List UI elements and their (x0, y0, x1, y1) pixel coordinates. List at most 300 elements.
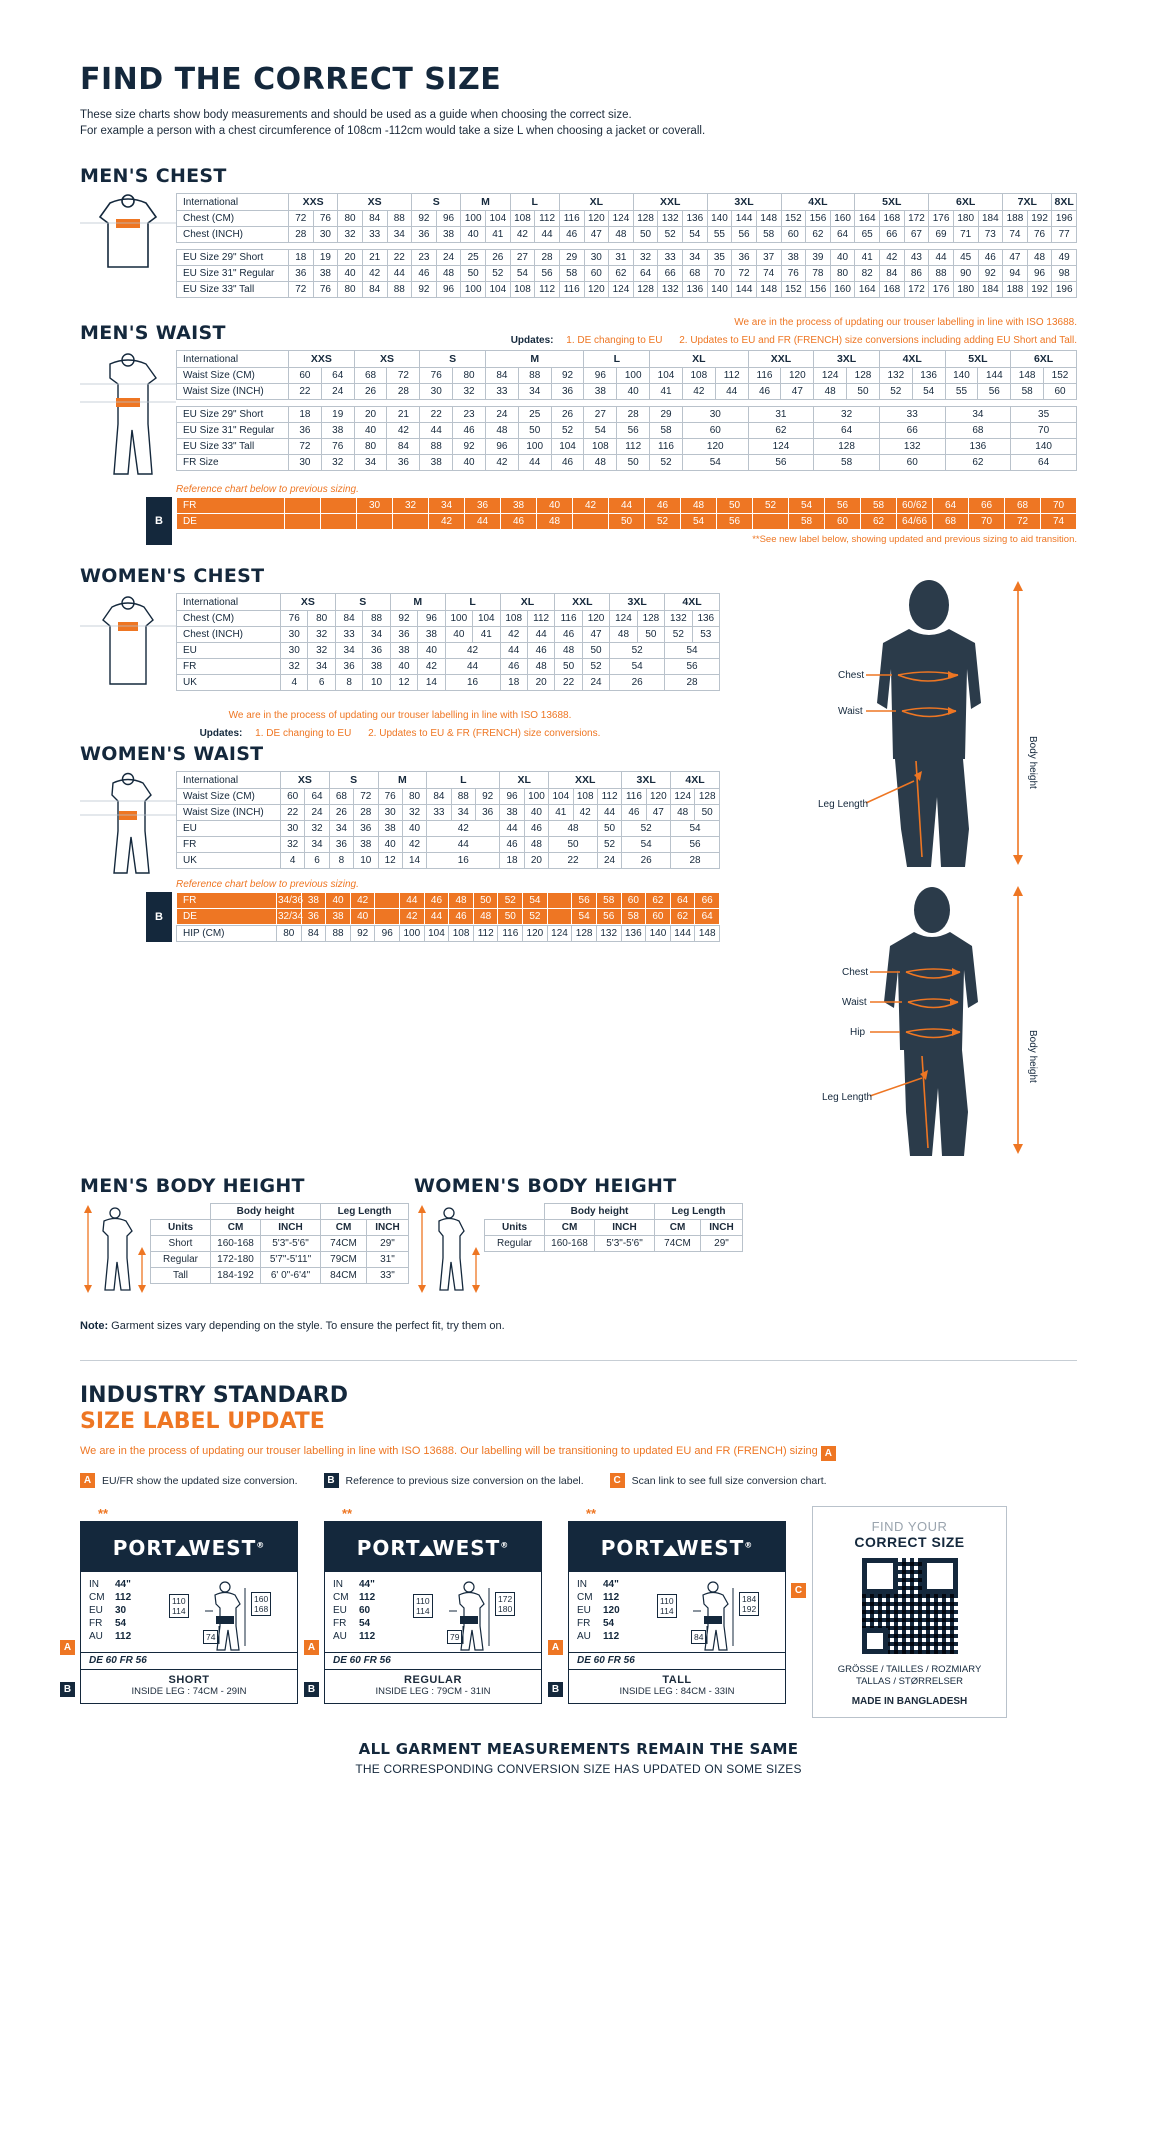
label-previous-sizing (569, 1652, 785, 1669)
cell: 24 (305, 805, 329, 821)
cell: 104 (551, 439, 584, 455)
cell: 160 (830, 282, 855, 298)
cell: 36 (465, 498, 501, 514)
badge-a: A (304, 1640, 319, 1655)
cell: 33" (367, 1268, 409, 1284)
cell: 40 (617, 384, 650, 400)
cell: 124 (609, 211, 634, 227)
cell: 24 (597, 853, 621, 869)
row-label: EU Size 33" Tall (177, 439, 289, 455)
row-label: Regular (485, 1236, 545, 1252)
body-height-section (80, 1175, 1077, 1298)
qr-title-1: FIND YOUR (871, 1519, 948, 1534)
cell: 160-168 (545, 1236, 595, 1252)
womens-waist-ref-note: Reference chart below to previous sizing. (176, 879, 359, 890)
cell: 96 (436, 211, 461, 227)
legend-item-a (80, 1473, 298, 1488)
cell: 66 (880, 227, 905, 243)
table-row (177, 211, 1077, 227)
mens-waist-section (80, 350, 1077, 480)
female-waist-icon (80, 771, 176, 875)
cell: 74 (1041, 514, 1077, 530)
cell: 140 (707, 282, 732, 298)
cell: 46 (645, 498, 681, 514)
cell: 28 (617, 407, 650, 423)
cell: 44 (929, 250, 954, 266)
box-leg-cm: 79 (447, 1630, 462, 1644)
cell: 38 (321, 423, 354, 439)
cell: 28 (354, 805, 378, 821)
code-value: 112 (115, 1631, 132, 1642)
cell: 40 (354, 423, 387, 439)
cell: 22 (420, 407, 453, 423)
cell: 148 (695, 926, 720, 942)
table-header-row (151, 1220, 409, 1236)
box-chest-cm: 110 114 (413, 1594, 433, 1618)
label-card-regular (307, 1506, 542, 1704)
size-codes (577, 1578, 655, 1652)
cell: 31 (609, 250, 634, 266)
cell: 40 (350, 909, 375, 925)
code-key: FR (333, 1618, 347, 1629)
cell: 34/36 (277, 893, 302, 909)
section-divider (80, 1360, 1077, 1361)
col-s: S (412, 194, 461, 211)
cell: 53 (692, 627, 719, 643)
cell: 46 (524, 821, 548, 837)
cell: 24 (321, 384, 354, 400)
cell: 54 (584, 423, 617, 439)
cell: 36 (289, 423, 322, 439)
cell: 36 (390, 627, 417, 643)
cell: 23 (412, 250, 437, 266)
cell: 39 (806, 250, 831, 266)
cell: 31" (367, 1252, 409, 1268)
cell: 18 (289, 407, 322, 423)
cell: 20 (527, 675, 554, 691)
cell: 77 (1052, 227, 1077, 243)
cell: 72 (387, 368, 420, 384)
table-row (177, 627, 720, 643)
box-chest-cm: 110 114 (169, 1594, 189, 1618)
cell: 42 (880, 250, 905, 266)
table-row (177, 407, 1077, 423)
cell: 34 (387, 227, 412, 243)
cell: 152 (1044, 368, 1077, 384)
cell: 22 (289, 384, 322, 400)
col-3xl: 3XL (610, 594, 665, 611)
cell: 78 (806, 266, 831, 282)
cell: 84 (387, 439, 420, 455)
table-row (177, 227, 1077, 243)
cell: 52 (622, 821, 671, 837)
female-model-figure (746, 880, 1077, 1165)
cell: 38 (501, 498, 537, 514)
cell: 32 (338, 227, 363, 243)
code-value: 60 (359, 1605, 371, 1616)
mens-body-height-table (150, 1203, 409, 1284)
cell: 70 (969, 514, 1005, 530)
cell: 100 (524, 789, 548, 805)
brand-logo: PORT WEST® (600, 1536, 754, 1560)
cell: 112 (535, 282, 560, 298)
cell: 88 (451, 789, 475, 805)
table-row (177, 643, 720, 659)
mens-height-figure (80, 1203, 150, 1298)
cell: 48 (485, 423, 518, 439)
cell: 160-168 (211, 1236, 261, 1252)
cell: 58 (596, 893, 621, 909)
cell: 60 (621, 893, 646, 909)
cell: 132 (879, 439, 945, 455)
col-4xl: 4XL (781, 194, 855, 211)
cell: 30 (289, 455, 322, 471)
cell: 116 (559, 211, 584, 227)
row-label: Waist Size (INCH) (177, 805, 281, 821)
cell: 32 (633, 250, 658, 266)
cell: 92 (453, 439, 486, 455)
cell: 84 (485, 368, 518, 384)
cell: 128 (847, 368, 880, 384)
cell: 42 (573, 805, 597, 821)
cell: 64 (321, 368, 354, 384)
cell: 50 (717, 498, 753, 514)
cell: 48 (1027, 250, 1052, 266)
cell: 48 (584, 455, 617, 471)
label-previous-sizing (325, 1652, 541, 1669)
badge-a: A (60, 1640, 75, 1655)
cell: 120 (646, 789, 670, 805)
cell: 20 (524, 853, 548, 869)
cell: 44 (535, 227, 560, 243)
table-row (177, 514, 1077, 530)
womens-waist-previous-sizing (80, 892, 720, 942)
cell: 188 (1003, 211, 1028, 227)
cell: 42 (485, 455, 518, 471)
cell: 60 (879, 455, 945, 471)
box-leg-cm: 74 (203, 1630, 218, 1644)
col-l: L (445, 594, 500, 611)
cell: 80 (354, 439, 387, 455)
cell: 41 (486, 227, 511, 243)
cell: 124 (609, 282, 634, 298)
cell: 48 (549, 821, 598, 837)
cell: 188 (1003, 282, 1028, 298)
cell: 88 (387, 282, 412, 298)
label-card-short (63, 1506, 298, 1704)
cell: 47 (646, 805, 670, 821)
cell: 44 (500, 643, 527, 659)
mens-body-height-block (80, 1175, 400, 1298)
legend-item-c (610, 1473, 827, 1488)
cell: 70 (1041, 498, 1077, 514)
womens-waist-section (80, 771, 720, 875)
code-value: 44" (603, 1579, 619, 1590)
cell (285, 498, 321, 514)
cell: 19 (313, 250, 338, 266)
cell: 84CM (321, 1268, 367, 1284)
cell: 42 (445, 643, 500, 659)
cell: 80 (402, 789, 426, 805)
cell: 196 (1052, 282, 1077, 298)
cell: 92 (350, 926, 375, 942)
cell: 72 (289, 439, 322, 455)
fit-name: TALL (662, 1674, 692, 1686)
label-previous-sizing (81, 1652, 297, 1669)
cell: 5'3"-5'6" (261, 1236, 321, 1252)
cell: 80 (830, 266, 855, 282)
cell: 65 (855, 227, 880, 243)
cell: 100 (617, 368, 650, 384)
cell: 76 (1027, 227, 1052, 243)
cell: 30 (281, 643, 308, 659)
col-m: M (485, 351, 583, 368)
cell: 116 (748, 368, 781, 384)
cell: 132 (658, 282, 683, 298)
male-model-illustration (746, 571, 1076, 871)
badge-c: C (610, 1473, 625, 1488)
cell: 38 (378, 821, 402, 837)
cell: 44 (387, 266, 412, 282)
table-row (177, 439, 1077, 455)
cell: 22 (387, 250, 412, 266)
code-key: AU (333, 1631, 347, 1642)
cell: 34 (518, 384, 551, 400)
note-text: Garment sizes vary depending on the style. To ensure the perfect fit, try them on. (108, 1320, 505, 1332)
cell: 184 (978, 211, 1003, 227)
cell: 72 (354, 789, 378, 805)
cell: 40 (461, 227, 486, 243)
table-header-row (151, 1204, 409, 1220)
cell: 48 (473, 909, 498, 925)
qr-code-icon[interactable] (862, 1558, 958, 1654)
row-label: DE (177, 514, 285, 530)
label-figure (167, 1578, 289, 1652)
cell: 100 (461, 211, 486, 227)
cell: 86 (904, 266, 929, 282)
cell: 180 (953, 211, 978, 227)
group-body-height: Body height (545, 1204, 655, 1220)
table-row (177, 498, 1077, 514)
table-row (177, 266, 1077, 282)
update-1: 1. DE changing to EU (566, 335, 663, 346)
cell: 46 (978, 250, 1003, 266)
model-figures (746, 565, 1077, 1165)
cell: 52 (879, 384, 912, 400)
mens-waist-orange-table (176, 497, 1077, 530)
row-label: Chest (INCH) (177, 227, 289, 243)
code-key: AU (577, 1631, 591, 1642)
table-row (177, 926, 720, 942)
womens-body-height-block (414, 1175, 734, 1298)
brand-header (325, 1522, 541, 1572)
cell: 76 (313, 282, 338, 298)
cell: 28 (289, 227, 314, 243)
cell: 148 (1011, 368, 1044, 384)
cell: 100 (461, 282, 486, 298)
cell: 36 (732, 250, 757, 266)
row-label: Chest (INCH) (177, 627, 281, 643)
female-height-icon (414, 1203, 484, 1293)
mens-waist-heading: MEN'S WAIST (80, 322, 226, 344)
cell: 40 (402, 821, 426, 837)
cell: 40 (338, 266, 363, 282)
cell: 120 (523, 926, 548, 942)
cell: 116 (650, 439, 683, 455)
womens-chest-heading: WOMEN'S CHEST (80, 565, 265, 587)
closing-line-1: ALL GARMENT MEASUREMENTS REMAIN THE SAME (358, 1740, 799, 1758)
legend-text: Scan link to see full size conversion chart. (631, 1474, 827, 1487)
cell: 19 (321, 407, 354, 423)
cell: 42 (362, 266, 387, 282)
cell: 44 (420, 423, 453, 439)
cell: 50 (498, 909, 523, 925)
cell: 136 (692, 611, 719, 627)
cell: 120 (584, 211, 609, 227)
cell: 46 (501, 514, 537, 530)
col-4xl: 4XL (671, 772, 720, 789)
fit-note (80, 1320, 1077, 1332)
cell: 148 (756, 211, 781, 227)
cell: 176 (929, 282, 954, 298)
cell: 104 (486, 282, 511, 298)
cell: 84 (362, 211, 387, 227)
cell: 50 (549, 837, 598, 853)
cell: 44 (400, 893, 425, 909)
cell: 64 (305, 789, 329, 805)
label-stars: ** (98, 1506, 109, 1521)
cell: 64 (933, 498, 969, 514)
cell: 32 (402, 805, 426, 821)
cell: 36 (363, 643, 390, 659)
cell: 42 (500, 627, 527, 643)
cell: 30 (682, 407, 748, 423)
cell: 55 (707, 227, 732, 243)
cell: 38 (420, 455, 453, 471)
cell: 21 (362, 250, 387, 266)
cell: 52 (658, 227, 683, 243)
table-row (177, 384, 1077, 400)
cell: 50 (609, 514, 645, 530)
cell: 72 (289, 211, 314, 227)
cell: 25 (518, 407, 551, 423)
col-l: L (510, 194, 559, 211)
table-row (151, 1268, 409, 1284)
cell: 64 (1011, 455, 1077, 471)
cell: 58 (650, 423, 683, 439)
cell: 8 (329, 853, 353, 869)
cell: 33 (362, 227, 387, 243)
code-key: IN (89, 1579, 99, 1590)
cell: 140 (1011, 439, 1077, 455)
cell: 128 (814, 439, 880, 455)
box-height-cm: 184 192 (739, 1592, 759, 1616)
male-waist-icon (80, 350, 176, 480)
cell: 116 (555, 611, 582, 627)
cell: 29 (650, 407, 683, 423)
cell: 80 (308, 611, 335, 627)
col-xl: XL (500, 594, 555, 611)
code-value: 54 (115, 1618, 127, 1629)
cell: 62 (945, 455, 1011, 471)
mens-waist-previous-sizing (80, 497, 1077, 545)
label-stars: ** (586, 1506, 597, 1521)
cell: 38 (354, 837, 378, 853)
cell: 32 (281, 659, 308, 675)
cell: 10 (363, 675, 390, 691)
col-4xl: 4XL (879, 351, 945, 368)
cell: 76 (313, 211, 338, 227)
cell: 41 (549, 805, 573, 821)
cell: 112 (617, 439, 650, 455)
cell: 132 (596, 926, 621, 942)
code-value: 30 (115, 1605, 127, 1616)
cell: 58 (621, 909, 646, 925)
cell: 46 (555, 627, 582, 643)
badge-b: B (146, 497, 172, 545)
row-label: Waist Size (CM) (177, 789, 281, 805)
cell: 60 (281, 789, 305, 805)
cell: 168 (880, 211, 905, 227)
cell: 29" (701, 1236, 743, 1252)
row-label: FR (177, 659, 281, 675)
box-height-cm: 160 168 (251, 1592, 271, 1616)
cell: 58 (559, 266, 584, 282)
cell: 54 (682, 455, 748, 471)
cell: 104 (473, 611, 500, 627)
cell: 108 (449, 926, 474, 942)
size-codes (333, 1578, 411, 1652)
size-codes (89, 1578, 167, 1652)
cell: 52 (597, 837, 621, 853)
cell: 84 (362, 282, 387, 298)
row-label: UK (177, 853, 281, 869)
cell: 108 (510, 282, 535, 298)
cell: 50 (633, 227, 658, 243)
cell: 62 (670, 909, 695, 925)
cell: 41 (473, 627, 500, 643)
col-6xl: 6XL (929, 194, 1003, 211)
cell: 16 (427, 853, 500, 869)
cell: 68 (1005, 498, 1041, 514)
row-label: FR (177, 498, 285, 514)
cell: 43 (904, 250, 929, 266)
cell: 104 (424, 926, 449, 942)
cell: 46 (622, 805, 646, 821)
box-height-cm: 172 180 (495, 1592, 515, 1616)
cell: 76 (281, 611, 308, 627)
cell: 80 (338, 211, 363, 227)
qr-size-card[interactable] (794, 1506, 1007, 1718)
cell: 48 (527, 659, 554, 675)
cell: 40 (453, 455, 486, 471)
cell: 47 (584, 227, 609, 243)
cell: 66 (695, 893, 720, 909)
female-model-illustration (746, 880, 1076, 1160)
cell: 30 (584, 250, 609, 266)
table-row (177, 909, 720, 925)
cell: 128 (633, 282, 658, 298)
cell: 21 (387, 407, 420, 423)
body-height-annotation: Body height (1027, 736, 1038, 789)
womens-waist-figure (80, 771, 176, 875)
col-8xl: 8XL (1052, 194, 1077, 211)
cell: 92 (412, 282, 437, 298)
cell: 48 (524, 837, 548, 853)
cell: 40 (445, 627, 472, 643)
col-3xl: 3XL (814, 351, 880, 368)
cell: 60 (289, 368, 322, 384)
